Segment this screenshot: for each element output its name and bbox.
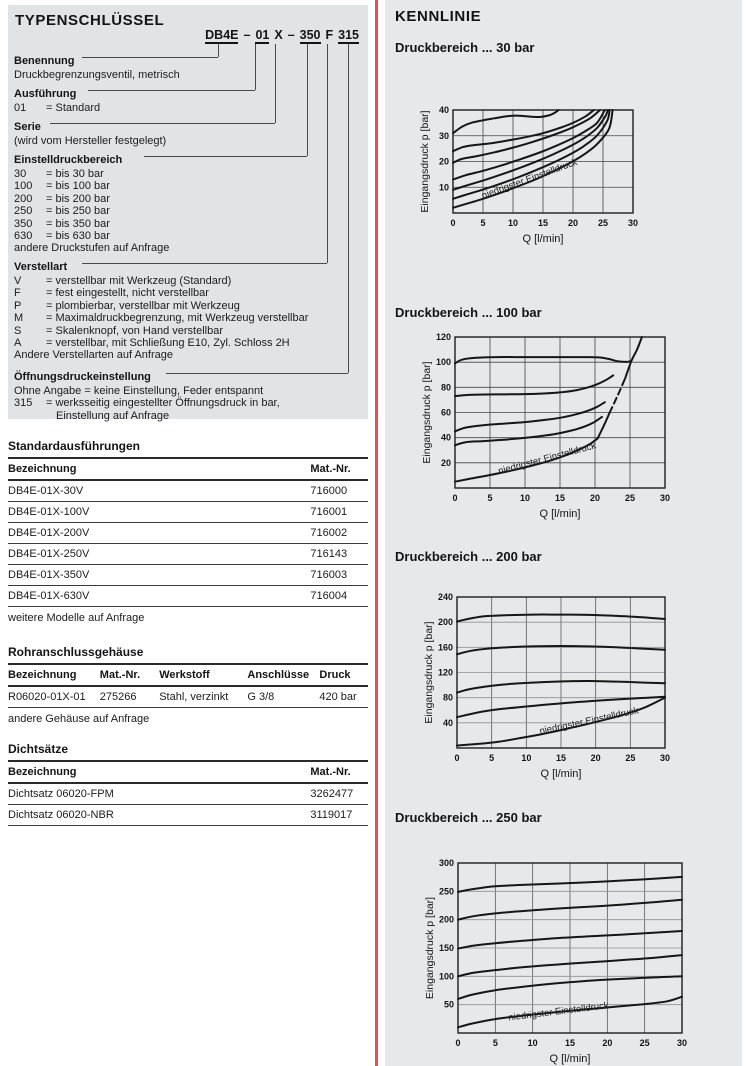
x-axis-label: Q [l/min] [540, 768, 582, 780]
section-item [14, 325, 362, 337]
x-tick-label: 30 [627, 218, 639, 228]
table-cell: 275266 [100, 686, 159, 708]
table-cell: G 3/8 [247, 686, 319, 708]
section-item [14, 275, 362, 287]
table-header-cell: Mat.-Nr. [310, 459, 368, 480]
chart-title: Druckbereich ... 100 bar [395, 305, 542, 320]
y-tick-label: 20 [440, 457, 451, 468]
x-axis-label: Q [l/min] [549, 1053, 591, 1065]
code-segment: – [243, 28, 251, 42]
table-cell: 3262477 [310, 783, 368, 805]
x-tick-label: 25 [625, 753, 636, 763]
table-cell: 716003 [310, 565, 368, 586]
x-tick-label: 20 [589, 493, 601, 503]
code-segment: DB4E [205, 28, 239, 42]
parts-table [8, 762, 368, 826]
y-axis-label: Eingangsdruck p [bar] [421, 361, 433, 464]
type-key-section [14, 367, 362, 422]
item-key: V [14, 275, 22, 287]
section-item [14, 300, 362, 312]
x-tick-label: 15 [554, 493, 566, 503]
parts-table-block [8, 643, 368, 727]
pressure-chart-300-range [422, 857, 696, 1066]
x-axis-label: Q [l/min] [522, 233, 564, 245]
table-heading: Rohranschlussgehäuse [8, 643, 368, 665]
section-title: Serie [14, 121, 45, 133]
x-tick-label: 25 [639, 1038, 650, 1048]
item-key: F [14, 287, 21, 300]
item-value: = bis 200 bar [46, 192, 110, 205]
y-tick-label: 150 [438, 943, 454, 953]
y-axis-label: Eingangsdruck p [bar] [423, 621, 435, 724]
table-row [8, 565, 368, 586]
y-axis-label: Eingangsdruck p [bar] [419, 110, 431, 213]
y-tick-label: 120 [437, 667, 453, 678]
y-tick-label: 100 [438, 971, 454, 982]
item-value: = bis 100 bar [46, 180, 110, 193]
pressure-curve [610, 379, 625, 413]
item-value: = Standard [46, 102, 101, 114]
table-row [8, 544, 368, 565]
y-tick-label: 80 [442, 692, 453, 703]
y-tick-label: 30 [438, 130, 449, 141]
x-tick-label: 5 [487, 493, 493, 503]
x-tick-label: 0 [452, 493, 458, 503]
y-tick-label: 240 [437, 592, 453, 602]
y-tick-label: 10 [438, 182, 449, 193]
code-segment: F [325, 28, 334, 42]
section-item: andere Druckstufen auf Anfrage [14, 242, 170, 255]
x-tick-label: 30 [659, 493, 671, 503]
item-value: = bis 250 bar [46, 205, 110, 218]
annotation-niedrigster-einstelldruck: niedrigster Einstelldruck [480, 156, 579, 202]
y-tick-label: 60 [440, 407, 451, 418]
x-tick-label: 15 [537, 218, 549, 228]
parts-table [8, 459, 368, 607]
x-tick-label: 0 [454, 753, 460, 763]
section-title: Ausführung [14, 88, 80, 100]
x-tick-label: 15 [564, 1038, 576, 1048]
x-tick-label: 5 [492, 1038, 498, 1048]
code-segment: – [287, 28, 295, 42]
table-heading: Dichtsätze [8, 740, 368, 762]
section-item [14, 193, 362, 205]
pressure-curve [598, 413, 610, 439]
table-cell: R06020-01X-01 [8, 686, 100, 708]
x-axis-label: Q [l/min] [539, 508, 581, 520]
section-item [14, 312, 362, 324]
x-tick-label: 0 [455, 1038, 461, 1048]
chart-title: Druckbereich ... 30 bar [395, 40, 535, 55]
code-segment: 01 [255, 28, 270, 42]
section-item [14, 102, 362, 114]
item-key: 250 [14, 205, 33, 218]
y-tick-label: 50 [443, 999, 454, 1010]
table-header-cell: Bezeichnung [8, 665, 100, 686]
red-divider-line [375, 0, 378, 1066]
x-tick-label: 10 [527, 1038, 538, 1048]
type-code [205, 28, 359, 44]
annotation-niedrigster-einstelldruck: niedrigster Einstelldruck [497, 440, 598, 478]
table-cell: DB4E-01X-100V [8, 502, 310, 523]
x-tick-label: 30 [676, 1038, 688, 1048]
table-header-row [8, 665, 368, 686]
table-header-row [8, 762, 368, 783]
table-row [8, 805, 368, 826]
table-header-cell: Bezeichnung [8, 459, 310, 480]
section-item [14, 397, 362, 409]
chart-title: Druckbereich ... 200 bar [395, 549, 542, 564]
y-tick-label: 300 [438, 858, 454, 868]
item-key: M [14, 312, 24, 325]
table-cell: 716000 [310, 480, 368, 502]
type-key-box [8, 5, 368, 422]
parts-table-block [8, 437, 368, 626]
x-tick-label: 20 [590, 753, 601, 763]
table-cell: 420 bar [319, 686, 368, 708]
item-key: 630 [14, 230, 33, 243]
type-key-section [14, 257, 362, 362]
item-key: 01 [14, 102, 27, 114]
table-cell: 716143 [310, 544, 368, 565]
item-key: 350 [14, 217, 33, 230]
x-tick-label: 10 [521, 753, 532, 763]
table-cell: 716002 [310, 523, 368, 544]
section-item [14, 337, 362, 349]
pressure-chart-40-range [417, 104, 647, 247]
table-row [8, 502, 368, 523]
y-tick-label: 160 [437, 642, 453, 653]
code-segment: 315 [338, 28, 359, 42]
table-cell: Dichtsatz 06020-FPM [8, 783, 310, 805]
table-cell: DB4E-01X-350V [8, 565, 310, 586]
pressure-curve [625, 337, 642, 379]
table-cell: Dichtsatz 06020-NBR [8, 805, 310, 826]
type-key-section [14, 51, 362, 81]
table-header-row [8, 459, 368, 480]
section-item [14, 205, 362, 217]
pressure-curve [453, 110, 613, 208]
table-footer: andere Gehäuse auf Anfrage [8, 713, 150, 725]
parts-table [8, 665, 368, 708]
table-row [8, 480, 368, 502]
table-cell: DB4E-01X-250V [8, 544, 310, 565]
section-title: Öffnungsdruckeinstellung [14, 371, 155, 383]
item-value: = verstellbar, mit Schließung E10, Zyl. Schloss 2H [46, 337, 290, 350]
table-footer: weitere Modelle auf Anfrage [8, 612, 145, 624]
code-segment: X [274, 28, 283, 42]
item-value: = Skalenknopf, von Hand verstellbar [46, 324, 224, 337]
table-row [8, 686, 368, 708]
kennlinie-title: KENNLINIE [395, 8, 482, 25]
table-header-cell: Werkstoff [159, 665, 247, 686]
item-key: A [14, 337, 22, 350]
table-row [8, 783, 368, 805]
table-header-cell: Druck [319, 665, 368, 686]
section-item [14, 287, 362, 299]
kennlinie-panel [385, 0, 742, 1066]
item-value: = fest eingestellt, nicht verstellbar [46, 287, 209, 300]
y-tick-label: 200 [437, 617, 453, 628]
x-tick-label: 15 [555, 753, 567, 763]
section-item [14, 230, 362, 242]
x-tick-label: 5 [489, 753, 495, 763]
annotation-niedrigster-einstelldruck: niedrigster Einstelldruck [538, 705, 640, 738]
y-tick-label: 40 [442, 717, 453, 728]
pressure-curve [455, 375, 613, 396]
y-tick-label: 250 [438, 886, 454, 897]
item-key: 200 [14, 192, 33, 205]
pressure-chart-240-range [421, 591, 679, 782]
x-tick-label: 5 [480, 218, 486, 228]
section-item: Andere Verstellarten auf Anfrage [14, 349, 173, 362]
y-tick-label: 40 [440, 432, 451, 443]
y-tick-label: 20 [438, 156, 449, 167]
table-cell: DB4E-01X-630V [8, 586, 310, 607]
x-tick-label: 10 [507, 218, 519, 228]
y-tick-label: 100 [435, 357, 451, 368]
table-cell: 3119017 [310, 805, 368, 826]
item-key: 315 [14, 397, 33, 410]
item-value: = bis 30 bar [46, 168, 104, 180]
x-tick-label: 0 [450, 218, 456, 228]
item-value: = plombierbar, verstellbar mit Werkzeug [46, 299, 240, 312]
table-cell: DB4E-01X-30V [8, 480, 310, 502]
parts-table-block [8, 740, 368, 826]
table-heading: Standardausführungen [8, 437, 368, 459]
type-key-title: TYPENSCHLÜSSEL [15, 12, 165, 29]
x-tick-label: 25 [624, 493, 636, 503]
section-item [14, 218, 362, 230]
x-tick-label: 10 [519, 493, 531, 503]
item-value: = werksseitig eingestellter Öffnungsdruck in bar, [46, 397, 280, 410]
section-title: Verstellart [14, 261, 71, 273]
table-row [8, 523, 368, 544]
section-item: Druckbegrenzungsventil, metrisch [14, 69, 180, 81]
pressure-chart-120-range [419, 331, 679, 522]
item-value: = verstellbar mit Werkzeug (Standard) [46, 275, 232, 287]
y-axis-label: Eingangsdruck p [bar] [424, 896, 436, 1000]
section-item: Ohne Angabe = keine Einstellung, Feder entspannt [14, 385, 264, 397]
item-key: 100 [14, 180, 33, 193]
item-key: S [14, 324, 22, 337]
table-cell: 716001 [310, 502, 368, 523]
item-value: = bis 350 bar [46, 217, 110, 230]
x-tick-label: 25 [597, 218, 609, 228]
table-cell: Stahl, verzinkt [159, 686, 247, 708]
table-row [8, 586, 368, 607]
code-segment: 350 [299, 28, 321, 42]
item-value: = bis 630 bar [46, 230, 110, 243]
table-header-cell: Anschlüsse [247, 665, 319, 686]
table-cell: DB4E-01X-200V [8, 523, 310, 544]
table-header-cell: Mat.-Nr. [100, 665, 159, 686]
x-tick-label: 20 [567, 218, 579, 228]
parts-tables [8, 430, 368, 826]
section-title: Einstelldruckbereich [14, 154, 126, 166]
y-tick-label: 40 [438, 105, 449, 115]
section-item: (wird vom Hersteller festgelegt) [14, 135, 167, 147]
item-key: P [14, 299, 22, 312]
chart-title: Druckbereich ... 250 bar [395, 810, 542, 825]
annotation-niedrigster-einstelldruck: niedrigster Einstelldruck [507, 1000, 610, 1024]
pressure-curve [453, 110, 610, 199]
x-tick-label: 30 [659, 753, 671, 763]
y-tick-label: 200 [438, 914, 454, 925]
y-tick-label: 80 [440, 382, 451, 393]
type-key-section [14, 117, 362, 147]
item-key: 30 [14, 168, 27, 180]
table-header-cell: Mat.-Nr. [310, 762, 368, 783]
section-item [14, 168, 362, 180]
type-key-section [14, 84, 362, 114]
section-item [14, 180, 362, 192]
section-title: Benennung [14, 55, 79, 67]
item-value: = Maximaldruckbegrenzung, mit Werkzeug verstellbar [46, 312, 309, 325]
table-header-cell: Bezeichnung [8, 762, 310, 783]
type-key-section [14, 150, 362, 255]
table-cell: 716004 [310, 586, 368, 607]
y-tick-label: 120 [435, 332, 451, 342]
section-item: Einstellung auf Anfrage [56, 409, 170, 422]
x-tick-label: 20 [602, 1038, 613, 1048]
